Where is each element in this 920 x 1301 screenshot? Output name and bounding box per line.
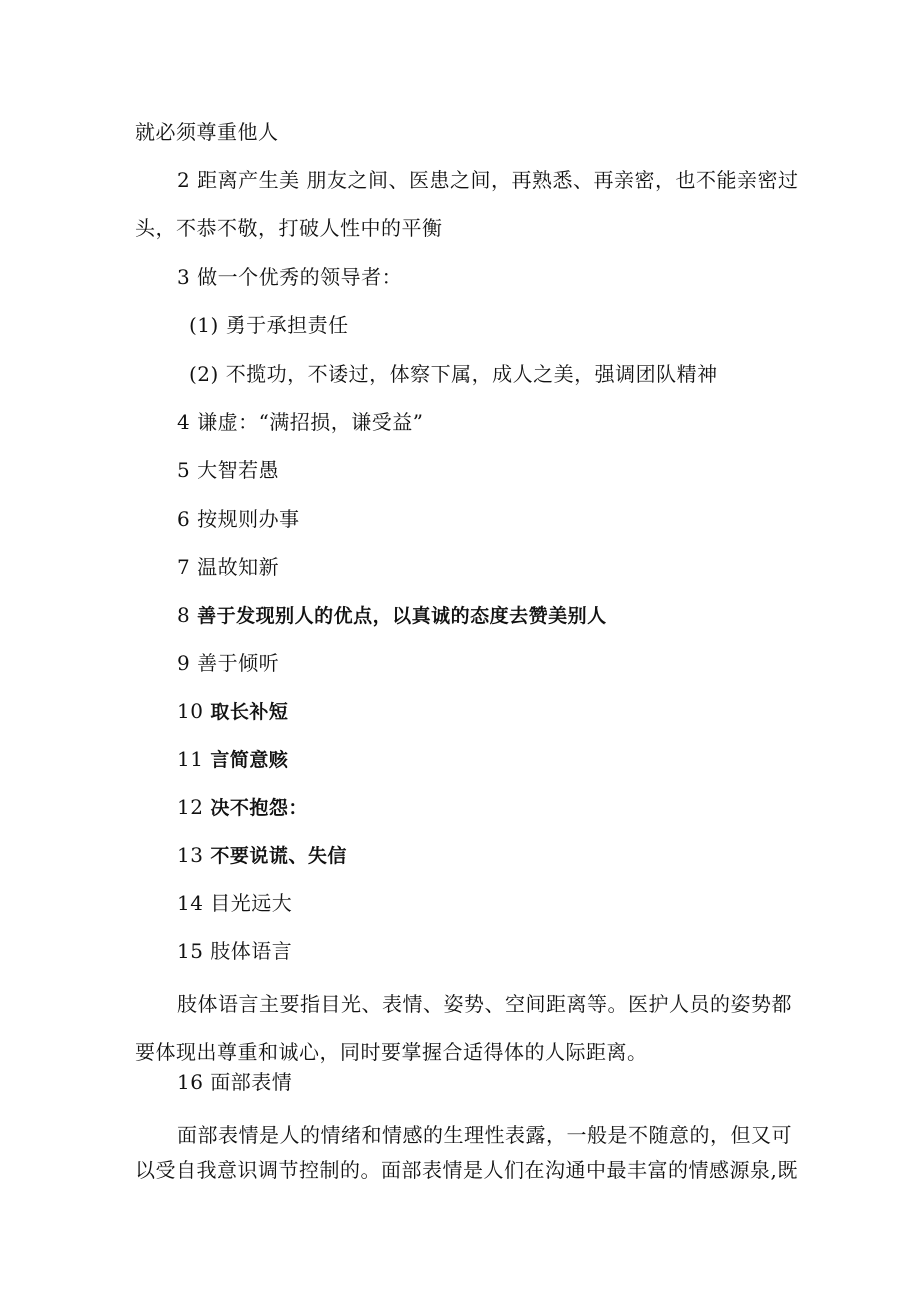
list-item [177, 651, 279, 675]
paragraph-line: 头，不恭不敬，打破人性中的平衡 [135, 216, 443, 240]
item-text: 决不抱怨： [210, 797, 308, 819]
paragraph-line: 肢体语言主要指目光、表情、姿势、空间距离等。医护人员的姿势都 [177, 992, 792, 1016]
list-item: (1) 勇于承担责任 [189, 313, 349, 337]
list-item: (2) 不揽功，不诿过，体察下属，成人之美，强调团队精神 [189, 362, 718, 386]
list-item: 16 面部表情 [177, 1070, 293, 1094]
paragraph-line: 面部表情是人的情绪和情感的生理性表露，一般是不随意的，但又可 [177, 1123, 792, 1147]
item-text: 不要说谎、失信 [210, 845, 347, 867]
item-number: 11 [177, 747, 211, 771]
item-text: 取长补短 [210, 701, 289, 723]
list-item [177, 603, 607, 628]
list-item [177, 795, 308, 820]
item-number: 9 [177, 651, 198, 675]
list-item: 7 温故知新 [177, 555, 280, 579]
item-number: 13 [177, 843, 211, 867]
list-item: 5 大智若愚 [177, 458, 280, 482]
list-item: 4 谦虚：“满招损，谦受益” [177, 410, 424, 434]
item-number: 8 [177, 603, 198, 627]
item-text: 善于发现别人的优点，以真诚的态度去赞美别人 [197, 605, 607, 627]
list-item [177, 843, 347, 868]
item-number: 10 [177, 699, 211, 723]
item-text: 善于倾听 [197, 651, 280, 675]
list-item: 6 按规则办事 [177, 507, 300, 531]
list-item [177, 699, 288, 724]
paragraph-line: 2 距离产生美 朋友之间、医患之间，再熟悉、再亲密，也不能亲密过 [177, 168, 799, 192]
item-text: 言简意赅 [210, 749, 289, 771]
list-item: 15 肢体语言 [177, 939, 293, 963]
list-item: 3 做一个优秀的领导者： [177, 265, 403, 289]
paragraph-line: 要体现出尊重和诚心，同时要掌握合适得体的人际距离。 [135, 1040, 648, 1064]
list-item: 14 目光远大 [177, 891, 293, 915]
list-item [177, 747, 288, 772]
paragraph-line: 以受自我意识调节控制的。面部表情是人们在沟通中最丰富的情感源泉,既 [135, 1158, 798, 1182]
paragraph-line: 就必须尊重他人 [135, 120, 279, 144]
item-number: 12 [177, 795, 211, 819]
